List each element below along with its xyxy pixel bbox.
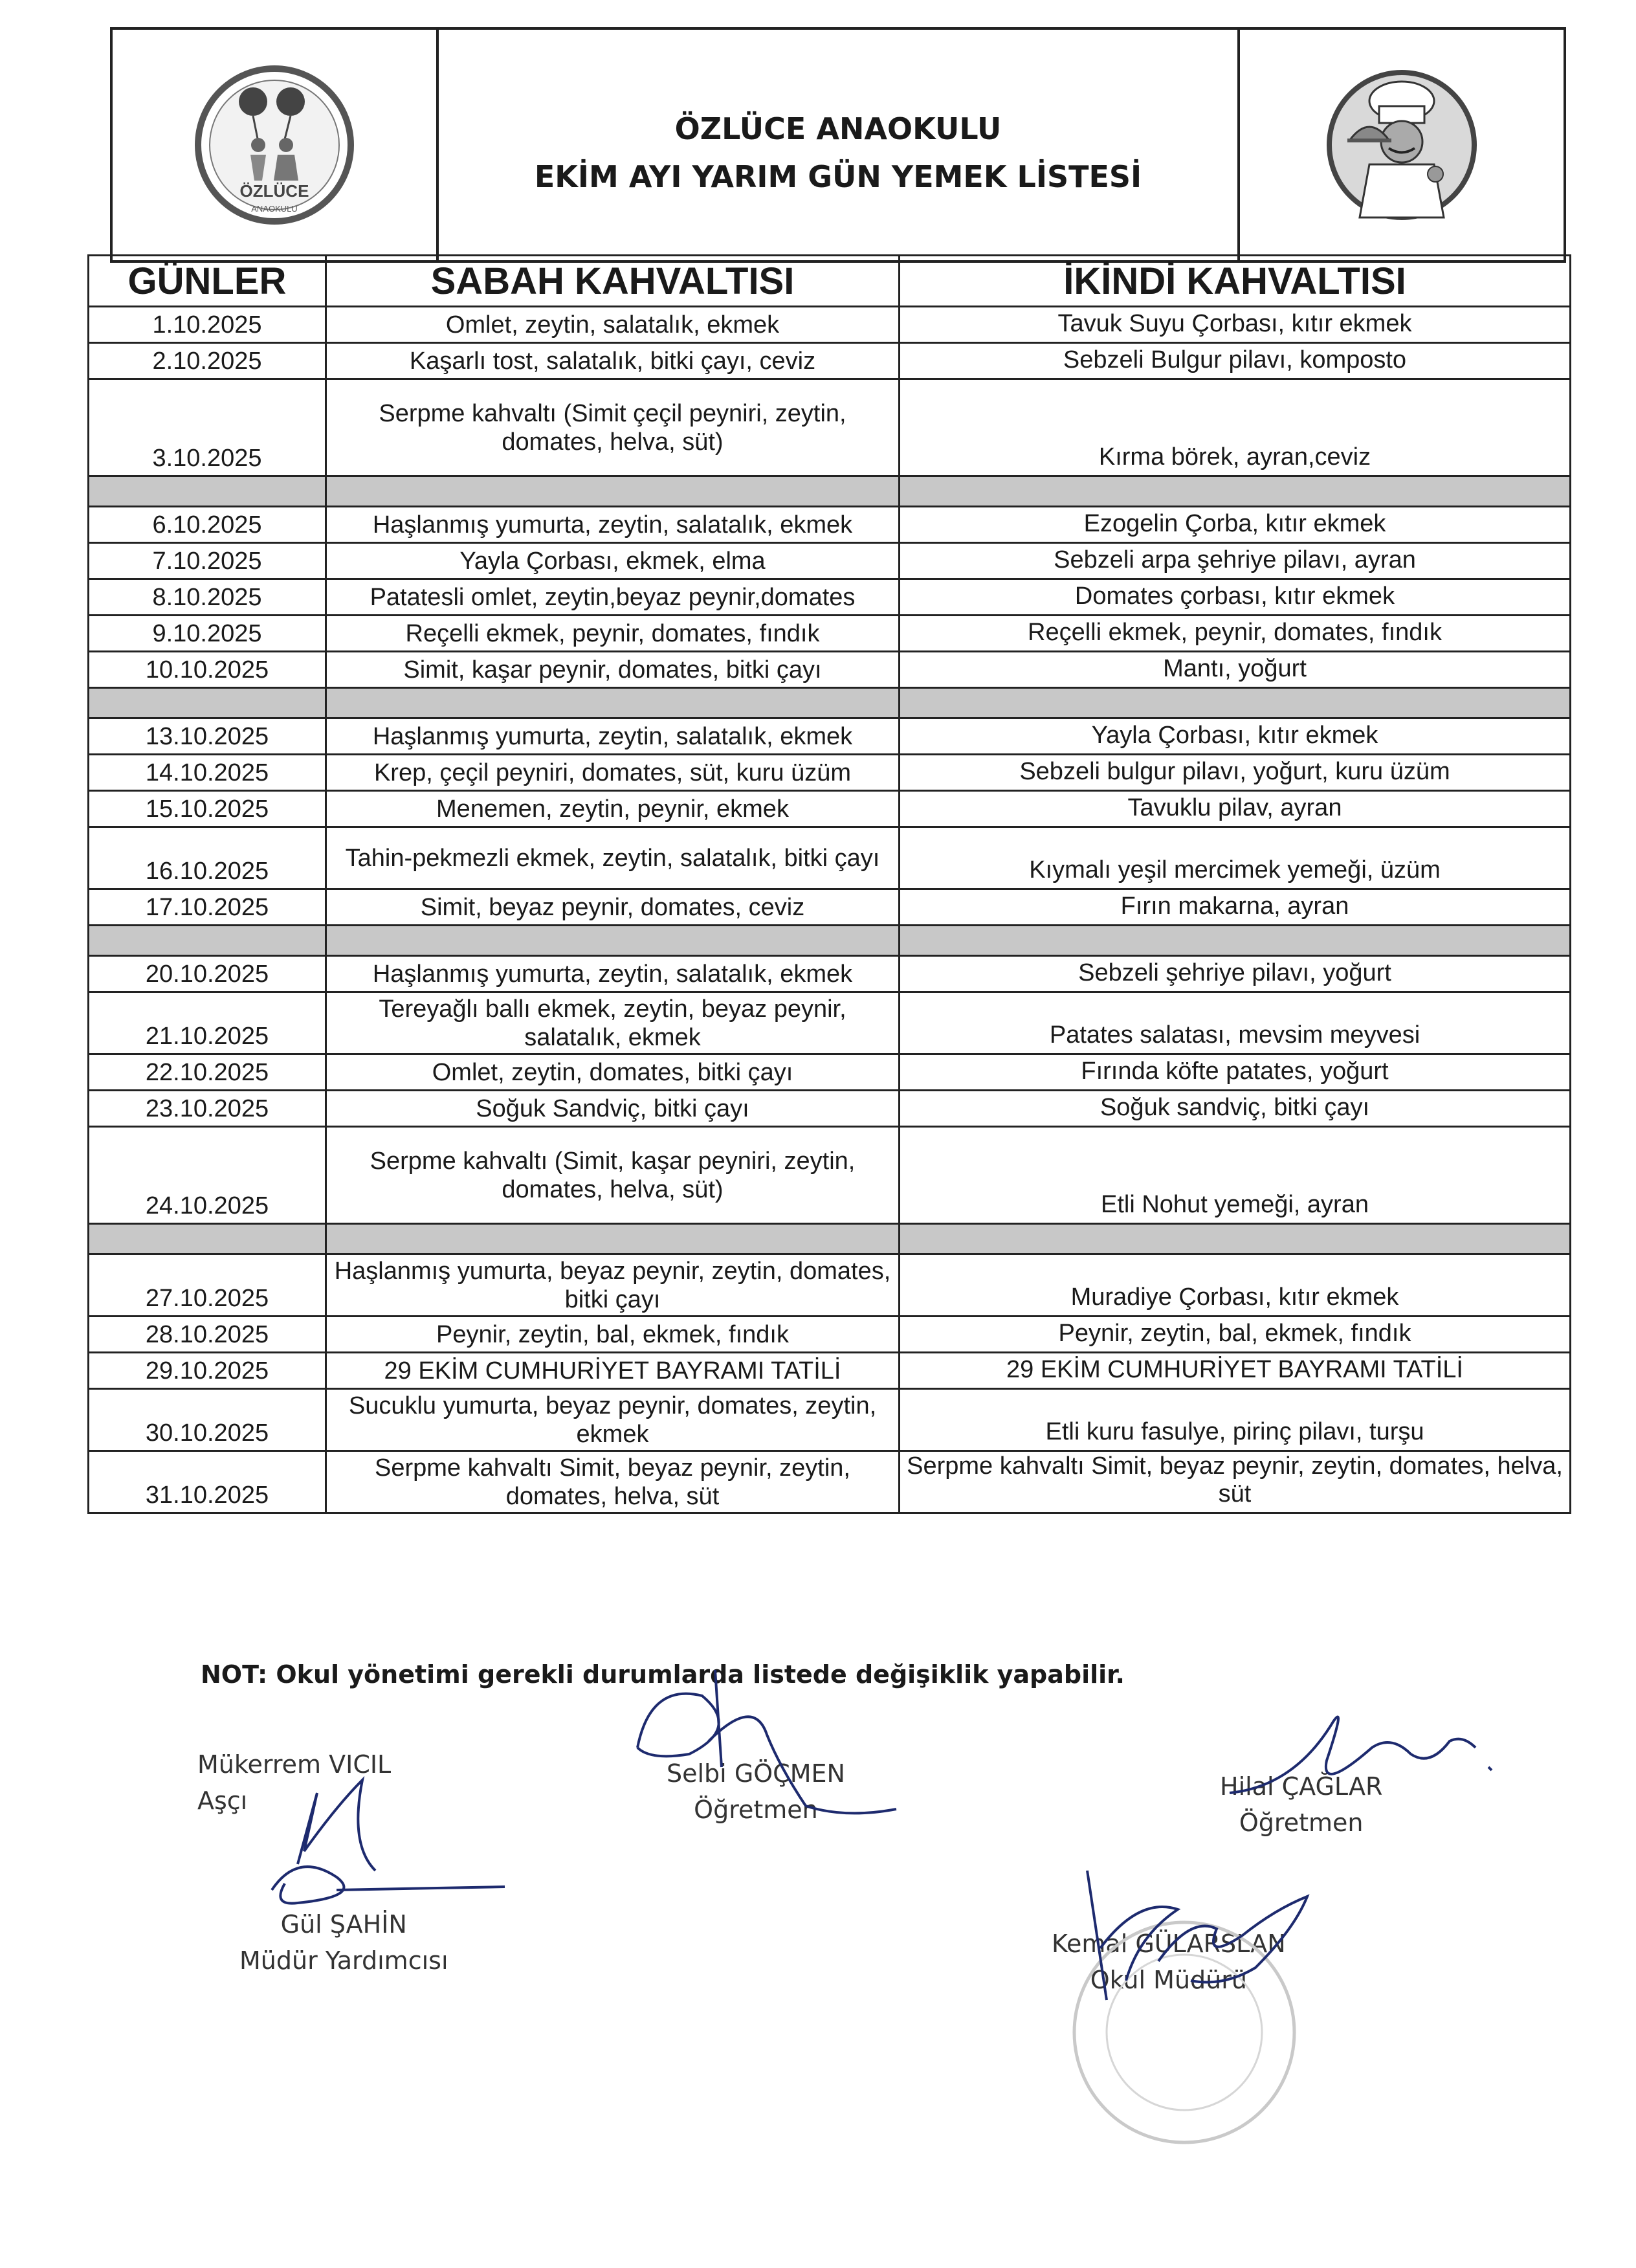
afternoon-cell: Fırın makarna, ayran (900, 889, 1571, 926)
separator-cell (326, 1224, 900, 1254)
afternoon-cell: Ezogelin Çorba, kıtır ekmek (900, 507, 1571, 543)
deputy-name: Gül ŞAHİN (280, 1910, 407, 1939)
table-row (89, 718, 1571, 755)
col-header-afternoon: İKİNDİ KAHVALTISI (900, 256, 1571, 307)
table-row (89, 379, 1571, 476)
morning-cell: Omlet, zeytin, domates, bitki çayı (326, 1054, 900, 1091)
morning-cell: Haşlanmış yumurta, beyaz peynir, zeytin, domates, bitki çayı (326, 1254, 900, 1317)
morning-cell: Menemen, zeytin, peynir, ekmek (326, 791, 900, 827)
principal-name: Kemal GÜLARSLAN (1052, 1929, 1286, 1958)
morning-cell: Serpme kahvaltı Simit, beyaz peynir, zeytin, domates, helva, süt (326, 1451, 900, 1513)
afternoon-cell: Sebzeli bulgur pilavı, yoğurt, kuru üzüm (900, 755, 1571, 791)
afternoon-cell: 29 EKİM CUMHURİYET BAYRAMI TATİLİ (900, 1353, 1571, 1389)
morning-cell: Serpme kahvaltı (Simit, kaşar peyniri, zeytin, domates, helva, süt) (326, 1127, 900, 1224)
morning-cell: Peynir, zeytin, bal, ekmek, fındık (326, 1317, 900, 1353)
week-separator (89, 1224, 1571, 1254)
cook-name: Mükerrem VICIL (197, 1750, 392, 1779)
chef-icon (1324, 67, 1479, 223)
table-row (89, 1254, 1571, 1317)
logo-cell (113, 30, 439, 260)
afternoon-cell: Soğuk sandviç, bitki çayı (900, 1091, 1571, 1127)
week-separator (89, 476, 1571, 507)
afternoon-cell: Reçelli ekmek, peynir, domates, fındık (900, 616, 1571, 652)
afternoon-cell: Patates salatası, mevsim meyvesi (900, 992, 1571, 1054)
morning-cell: 29 EKİM CUMHURİYET BAYRAMI TATİLİ (326, 1353, 900, 1389)
morning-cell: Tereyağlı ballı ekmek, zeytin, beyaz peynir, salatalık, ekmek (326, 992, 900, 1054)
chef-cell (1240, 30, 1564, 260)
date-cell: 2.10.2025 (89, 343, 326, 379)
separator-cell (900, 688, 1571, 718)
list-title: EKİM AYI YARIM GÜN YEMEK LİSTESİ (534, 159, 1142, 194)
afternoon-cell: Fırında köfte patates, yoğurt (900, 1054, 1571, 1091)
date-cell: 6.10.2025 (89, 507, 326, 543)
afternoon-cell: Domates çorbası, kıtır ekmek (900, 579, 1571, 616)
table-row (89, 307, 1571, 343)
afternoon-cell: Kıymalı yeşil mercimek yemeği, üzüm (900, 827, 1571, 889)
table-row (89, 507, 1571, 543)
date-cell: 3.10.2025 (89, 379, 326, 476)
separator-cell (89, 926, 326, 956)
signature-scribble-teacher1 (612, 1657, 909, 1825)
separator-cell (89, 688, 326, 718)
afternoon-cell: Serpme kahvaltı Simit, beyaz peynir, zeytin, domates, helva, süt (900, 1451, 1571, 1513)
table-row (89, 343, 1571, 379)
date-cell: 27.10.2025 (89, 1254, 326, 1317)
date-cell: 21.10.2025 (89, 992, 326, 1054)
table-row (89, 1054, 1571, 1091)
table-row (89, 827, 1571, 889)
menu-body (89, 256, 1571, 1513)
morning-cell: Haşlanmış yumurta, zeytin, salatalık, ekmek (326, 956, 900, 992)
date-cell: 30.10.2025 (89, 1389, 326, 1451)
separator-cell (89, 1224, 326, 1254)
date-cell: 17.10.2025 (89, 889, 326, 926)
signature-scribble-principal (1061, 1858, 1340, 2026)
morning-cell: Haşlanmış yumurta, zeytin, salatalık, ekmek (326, 507, 900, 543)
table-row (89, 791, 1571, 827)
signature-scribble-teacher2 (1217, 1702, 1521, 1812)
table-row (89, 1317, 1571, 1353)
signature-scribble-cook (259, 1767, 531, 1935)
title-cell (439, 30, 1240, 260)
afternoon-cell: Peynir, zeytin, bal, ekmek, fındık (900, 1317, 1571, 1353)
cook-role: Aşçı (197, 1786, 248, 1815)
table-row (89, 992, 1571, 1054)
afternoon-cell: Mantı, yoğurt (900, 652, 1571, 688)
afternoon-cell: Sebzeli şehriye pilavı, yoğurt (900, 956, 1571, 992)
table-row (89, 1127, 1571, 1224)
date-cell: 1.10.2025 (89, 307, 326, 343)
afternoon-cell: Tavuk Suyu Çorbası, kıtır ekmek (900, 307, 1571, 343)
school-name: ÖZLÜCE ANAOKULU (674, 111, 1002, 146)
teacher2-name: Hilal ÇAĞLAR (1220, 1772, 1383, 1801)
table-row (89, 543, 1571, 579)
morning-cell: Yayla Çorbası, ekmek, elma (326, 543, 900, 579)
date-cell: 8.10.2025 (89, 579, 326, 616)
morning-cell: Omlet, zeytin, salatalık, ekmek (326, 307, 900, 343)
morning-cell: Tahin-pekmezli ekmek, zeytin, salatalık, bitki çayı (326, 827, 900, 889)
table-header-row (89, 256, 1571, 307)
date-cell: 29.10.2025 (89, 1353, 326, 1389)
date-cell: 23.10.2025 (89, 1091, 326, 1127)
table-row (89, 889, 1571, 926)
deputy-role: Müdür Yardımcısı (239, 1946, 448, 1975)
afternoon-cell: Etli kuru fasulye, pirinç pilavı, turşu (900, 1389, 1571, 1451)
morning-cell: Sucuklu yumurta, beyaz peynir, domates, zeytin, ekmek (326, 1389, 900, 1451)
menu-table (87, 254, 1571, 1514)
col-header-morning: SABAH KAHVALTISI (326, 256, 900, 307)
table-row (89, 579, 1571, 616)
date-cell: 31.10.2025 (89, 1451, 326, 1513)
logo-text: ÖZLÜCE (239, 181, 309, 201)
afternoon-cell: Muradiye Çorbası, kıtır ekmek (900, 1254, 1571, 1317)
morning-cell: Serpme kahvaltı (Simit çeçil peyniri, zeytin, domates, helva, süt) (326, 379, 900, 476)
date-cell: 7.10.2025 (89, 543, 326, 579)
header-box (110, 27, 1566, 263)
afternoon-cell: Sebzeli Bulgur pilavı, komposto (900, 343, 1571, 379)
afternoon-cell: Tavuklu pilav, ayran (900, 791, 1571, 827)
date-cell: 14.10.2025 (89, 755, 326, 791)
date-cell: 9.10.2025 (89, 616, 326, 652)
teacher1-name: Selbi GÖÇMEN (667, 1759, 845, 1788)
afternoon-cell: Sebzeli arpa şehriye pilavı, ayran (900, 543, 1571, 579)
school-logo (193, 64, 355, 226)
morning-cell: Simit, beyaz peynir, domates, ceviz (326, 889, 900, 926)
date-cell: 10.10.2025 (89, 652, 326, 688)
note: NOT: Okul yönetimi gerekli durumlarda listede değişiklik yapabilir. (201, 1660, 1125, 1689)
table-row (89, 652, 1571, 688)
date-cell: 28.10.2025 (89, 1317, 326, 1353)
morning-cell: Krep, çeçil peyniri, domates, süt, kuru üzüm (326, 755, 900, 791)
date-cell: 13.10.2025 (89, 718, 326, 755)
morning-cell: Kaşarlı tost, salatalık, bitki çayı, ceviz (326, 343, 900, 379)
col-header-days: GÜNLER (89, 256, 326, 307)
table-row (89, 616, 1571, 652)
afternoon-cell: Yayla Çorbası, kıtır ekmek (900, 718, 1571, 755)
week-separator (89, 926, 1571, 956)
separator-cell (900, 926, 1571, 956)
afternoon-cell: Kırma börek, ayran,ceviz (900, 379, 1571, 476)
morning-cell: Simit, kaşar peynir, domates, bitki çayı (326, 652, 900, 688)
table-row (89, 1353, 1571, 1389)
teacher1-role: Öğretmen (694, 1796, 818, 1824)
morning-cell: Soğuk Sandviç, bitki çayı (326, 1091, 900, 1127)
week-separator (89, 688, 1571, 718)
teacher2-role: Öğretmen (1239, 1808, 1364, 1837)
date-cell: 22.10.2025 (89, 1054, 326, 1091)
table-row (89, 956, 1571, 992)
principal-role: Okul Müdürü (1090, 1966, 1247, 1994)
table-row (89, 1451, 1571, 1513)
morning-cell: Patatesli omlet, zeytin,beyaz peynir,domates (326, 579, 900, 616)
date-cell: 20.10.2025 (89, 956, 326, 992)
table-row (89, 755, 1571, 791)
date-cell: 24.10.2025 (89, 1127, 326, 1224)
table-row (89, 1389, 1571, 1451)
separator-cell (89, 476, 326, 507)
separator-cell (326, 926, 900, 956)
separator-cell (900, 476, 1571, 507)
table-row (89, 1091, 1571, 1127)
date-cell: 16.10.2025 (89, 827, 326, 889)
separator-cell (326, 476, 900, 507)
separator-cell (326, 688, 900, 718)
morning-cell: Reçelli ekmek, peynir, domates, fındık (326, 616, 900, 652)
afternoon-cell: Etli Nohut yemeği, ayran (900, 1127, 1571, 1224)
morning-cell: Haşlanmış yumurta, zeytin, salatalık, ekmek (326, 718, 900, 755)
logo-subtext: ANAOKULU (251, 204, 298, 214)
separator-cell (900, 1224, 1571, 1254)
date-cell: 15.10.2025 (89, 791, 326, 827)
